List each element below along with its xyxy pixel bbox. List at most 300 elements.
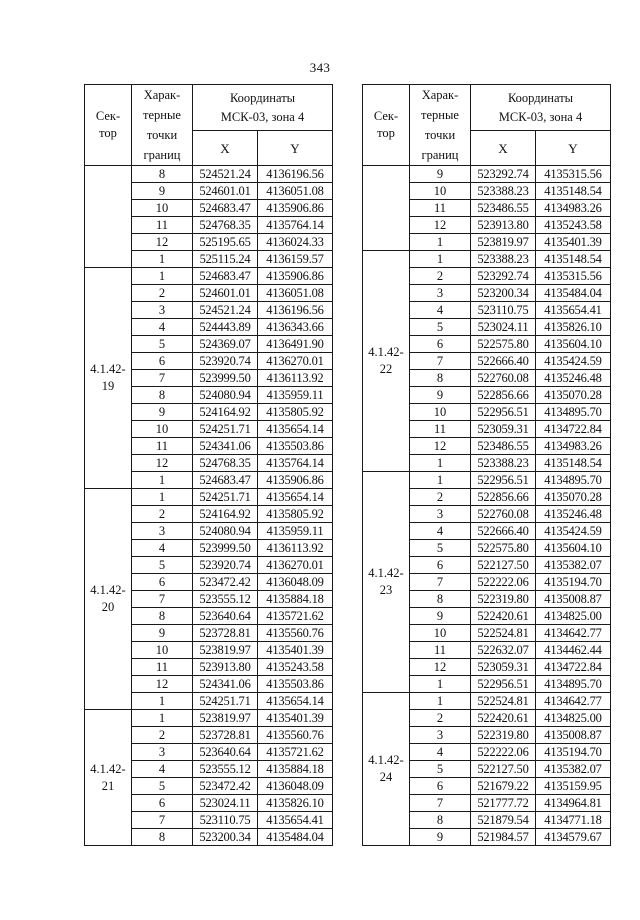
x-coordinate-cell: 523913.80 — [193, 659, 258, 676]
point-cell: 8 — [410, 591, 471, 608]
table-row — [85, 166, 333, 183]
y-coordinate-cell: 4135906.86 — [258, 472, 333, 489]
point-cell: 11 — [410, 642, 471, 659]
point-cell: 2 — [132, 506, 193, 523]
x-coordinate-cell: 522632.07 — [471, 642, 536, 659]
y-coordinate-cell: 4136051.08 — [258, 183, 333, 200]
y-coordinate-cell: 4136048.09 — [258, 574, 333, 591]
x-coordinate-cell: 523486.55 — [471, 200, 536, 217]
x-coordinate-cell: 522524.81 — [471, 625, 536, 642]
point-cell: 2 — [132, 727, 193, 744]
x-coordinate-cell: 522127.50 — [471, 761, 536, 778]
y-coordinate-cell: 4135401.39 — [258, 710, 333, 727]
x-coordinate-cell: 523486.55 — [471, 438, 536, 455]
point-cell: 8 — [410, 812, 471, 829]
y-coordinate-cell: 4135826.10 — [536, 319, 611, 336]
y-coordinate-cell: 4135243.58 — [536, 217, 611, 234]
point-cell: 5 — [410, 761, 471, 778]
point-cell: 12 — [410, 438, 471, 455]
y-coordinate-cell: 4134964.81 — [536, 795, 611, 812]
y-coordinate-cell: 4135315.56 — [536, 166, 611, 183]
point-cell: 8 — [410, 370, 471, 387]
point-cell: 9 — [132, 404, 193, 421]
x-coordinate-cell: 524341.06 — [193, 438, 258, 455]
x-coordinate-cell: 522856.66 — [471, 387, 536, 404]
y-coordinate-cell: 4135884.18 — [258, 761, 333, 778]
y-coordinate-cell: 4136491.90 — [258, 336, 333, 353]
point-cell: 10 — [410, 404, 471, 421]
x-coordinate-cell: 522760.08 — [471, 370, 536, 387]
y-coordinate-cell: 4135764.14 — [258, 217, 333, 234]
point-cell: 8 — [132, 829, 193, 846]
table-row — [363, 472, 611, 489]
y-coordinate-cell: 4134895.70 — [536, 472, 611, 489]
sector-cell — [85, 268, 132, 489]
sector-cell — [85, 166, 132, 268]
y-coordinate-cell: 4135560.76 — [258, 727, 333, 744]
y-coordinate-cell: 4136024.33 — [258, 234, 333, 251]
y-coordinate-cell: 4135604.10 — [536, 336, 611, 353]
sector-cell — [85, 710, 132, 846]
y-coordinate-cell: 4134771.18 — [536, 812, 611, 829]
x-coordinate-cell: 521984.57 — [471, 829, 536, 846]
y-coordinate-cell: 4135503.86 — [258, 438, 333, 455]
sector-code: 4.1.42- — [90, 583, 126, 597]
x-coordinate-cell: 523059.31 — [471, 421, 536, 438]
y-coordinate-cell: 4135194.70 — [536, 574, 611, 591]
point-cell: 10 — [132, 200, 193, 217]
point-cell: 10 — [410, 625, 471, 642]
y-coordinate-cell: 4135721.62 — [258, 608, 333, 625]
x-coordinate-cell: 523819.97 — [193, 710, 258, 727]
table-header — [85, 85, 333, 166]
point-cell: 7 — [132, 591, 193, 608]
table-body — [85, 166, 333, 846]
point-cell: 9 — [132, 183, 193, 200]
y-coordinate-cell: 4136048.09 — [258, 778, 333, 795]
x-coordinate-cell: 523388.23 — [471, 183, 536, 200]
x-coordinate-cell: 522319.80 — [471, 727, 536, 744]
point-cell: 4 — [410, 302, 471, 319]
x-coordinate-cell: 523388.23 — [471, 251, 536, 268]
point-cell: 3 — [410, 506, 471, 523]
point-cell: 6 — [410, 336, 471, 353]
y-coordinate-cell: 4135070.28 — [536, 489, 611, 506]
y-coordinate-cell: 4134722.84 — [536, 659, 611, 676]
x-coordinate-cell: 524164.92 — [193, 404, 258, 421]
point-cell: 12 — [132, 234, 193, 251]
point-cell: 10 — [410, 183, 471, 200]
sector-header-line: тор — [377, 126, 395, 140]
y-coordinate-cell: 4135484.04 — [536, 285, 611, 302]
point-cell: 3 — [410, 285, 471, 302]
coordinates-header-line: МСК-03, зона 4 — [498, 109, 583, 124]
point-cell: 1 — [410, 693, 471, 710]
x-coordinate-cell: 523472.42 — [193, 778, 258, 795]
sector-number: 19 — [101, 379, 115, 393]
point-cell: 12 — [132, 676, 193, 693]
point-cell: 2 — [410, 489, 471, 506]
y-coordinate-cell: 4135148.54 — [536, 455, 611, 472]
x-coordinate-cell: 523819.97 — [471, 234, 536, 251]
point-cell: 7 — [410, 795, 471, 812]
x-coordinate-cell: 524601.01 — [193, 183, 258, 200]
point-cell: 1 — [132, 710, 193, 727]
points-header-line: Харак- — [421, 88, 459, 102]
y-coordinate-cell: 4135159.95 — [536, 778, 611, 795]
x-coordinate-cell: 525195.65 — [193, 234, 258, 251]
y-coordinate-cell: 4135424.59 — [536, 353, 611, 370]
y-coordinate-cell: 4134462.44 — [536, 642, 611, 659]
x-coordinate-cell: 523388.23 — [471, 455, 536, 472]
points-header — [410, 85, 471, 166]
y-coordinate-cell: 4134722.84 — [536, 421, 611, 438]
x-coordinate-cell: 523110.75 — [471, 302, 536, 319]
y-coordinate-cell: 4134579.67 — [536, 829, 611, 846]
point-cell: 6 — [410, 557, 471, 574]
y-coordinate-cell: 4135604.10 — [536, 540, 611, 557]
y-coordinate-cell: 4135243.58 — [258, 659, 333, 676]
y-coordinate-cell: 4136113.92 — [258, 370, 333, 387]
sector-number: 22 — [379, 362, 393, 376]
y-coordinate-cell: 4136270.01 — [258, 353, 333, 370]
point-cell: 7 — [132, 812, 193, 829]
point-cell: 7 — [410, 574, 471, 591]
x-header: X — [471, 131, 536, 166]
x-coordinate-cell: 523819.97 — [193, 642, 258, 659]
y-coordinate-cell: 4135484.04 — [258, 829, 333, 846]
x-coordinate-cell: 524443.89 — [193, 319, 258, 336]
point-cell: 4 — [132, 319, 193, 336]
x-coordinate-cell: 524369.07 — [193, 336, 258, 353]
sector-cell — [363, 472, 410, 693]
point-cell: 1 — [410, 251, 471, 268]
point-cell: 12 — [132, 455, 193, 472]
x-coordinate-cell: 523640.64 — [193, 608, 258, 625]
point-cell: 7 — [132, 370, 193, 387]
point-cell: 1 — [410, 455, 471, 472]
x-coordinate-cell: 523024.11 — [193, 795, 258, 812]
points-header — [132, 85, 193, 166]
point-cell: 2 — [410, 710, 471, 727]
point-cell: 3 — [410, 727, 471, 744]
x-coordinate-cell: 522222.06 — [471, 744, 536, 761]
y-coordinate-cell: 4135401.39 — [536, 234, 611, 251]
sector-code: 4.1.42- — [368, 566, 404, 580]
x-coordinate-cell: 524080.94 — [193, 387, 258, 404]
y-coordinate-cell: 4134825.00 — [536, 608, 611, 625]
point-cell: 12 — [410, 217, 471, 234]
y-coordinate-cell: 4135008.87 — [536, 727, 611, 744]
y-coordinate-cell: 4134895.70 — [536, 404, 611, 421]
y-coordinate-cell: 4135008.87 — [536, 591, 611, 608]
point-cell: 1 — [132, 693, 193, 710]
points-header-line: границ — [421, 148, 459, 162]
x-coordinate-cell: 522524.81 — [471, 693, 536, 710]
x-coordinate-cell: 524768.35 — [193, 455, 258, 472]
point-cell: 1 — [132, 251, 193, 268]
y-coordinate-cell: 4135148.54 — [536, 183, 611, 200]
y-coordinate-cell: 4135764.14 — [258, 455, 333, 472]
y-coordinate-cell: 4135382.07 — [536, 557, 611, 574]
y-coordinate-cell: 4134642.77 — [536, 625, 611, 642]
x-coordinate-cell: 522856.66 — [471, 489, 536, 506]
points-header-line: терные — [421, 108, 459, 122]
y-coordinate-cell: 4134983.26 — [536, 438, 611, 455]
y-coordinate-cell: 4135503.86 — [258, 676, 333, 693]
point-cell: 1 — [132, 489, 193, 506]
point-cell: 12 — [410, 659, 471, 676]
x-coordinate-cell: 522575.80 — [471, 540, 536, 557]
x-coordinate-cell: 522956.51 — [471, 404, 536, 421]
point-cell: 4 — [132, 761, 193, 778]
y-coordinate-cell: 4136196.56 — [258, 166, 333, 183]
table-row — [85, 710, 333, 727]
point-cell: 1 — [410, 676, 471, 693]
y-coordinate-cell: 4136270.01 — [258, 557, 333, 574]
x-coordinate-cell: 523472.42 — [193, 574, 258, 591]
y-coordinate-cell: 4135906.86 — [258, 200, 333, 217]
x-coordinate-cell: 522575.80 — [471, 336, 536, 353]
x-coordinate-cell: 522956.51 — [471, 472, 536, 489]
table-row — [363, 166, 611, 183]
sector-number: 21 — [101, 778, 115, 793]
x-coordinate-cell: 523920.74 — [193, 353, 258, 370]
points-header-line: Харак- — [143, 88, 181, 102]
y-coordinate-cell: 4135194.70 — [536, 744, 611, 761]
y-coordinate-cell: 4135654.14 — [258, 693, 333, 710]
table-row — [85, 489, 333, 506]
points-header-line: границ — [143, 148, 181, 162]
x-coordinate-cell: 523728.81 — [193, 727, 258, 744]
x-coordinate-cell: 523728.81 — [193, 625, 258, 642]
point-cell: 1 — [410, 234, 471, 251]
point-cell: 2 — [132, 285, 193, 302]
points-header-line: точки — [146, 128, 178, 142]
point-cell: 5 — [410, 540, 471, 557]
y-coordinate-cell: 4135560.76 — [258, 625, 333, 642]
x-coordinate-cell: 521777.72 — [471, 795, 536, 812]
y-coordinate-cell: 4135654.14 — [258, 489, 333, 506]
coordinates-table-right — [362, 84, 611, 846]
x-coordinate-cell: 523913.80 — [471, 217, 536, 234]
x-coordinate-cell: 523292.74 — [471, 268, 536, 285]
y-coordinate-cell: 4136113.92 — [258, 540, 333, 557]
y-coordinate-cell: 4135246.48 — [536, 370, 611, 387]
coordinates-header-line: Координаты — [507, 90, 574, 105]
point-cell: 5 — [132, 778, 193, 795]
x-coordinate-cell: 525115.24 — [193, 251, 258, 268]
y-header: Y — [258, 131, 333, 166]
coordinates-header — [471, 85, 611, 131]
x-coordinate-cell: 524251.71 — [193, 489, 258, 506]
x-coordinate-cell: 522760.08 — [471, 506, 536, 523]
point-cell: 3 — [132, 302, 193, 319]
point-cell: 11 — [410, 200, 471, 217]
sector-cell — [363, 693, 410, 846]
y-coordinate-cell: 4135959.11 — [258, 387, 333, 404]
y-coordinate-cell: 4135805.92 — [258, 506, 333, 523]
y-coordinate-cell: 4135070.28 — [536, 387, 611, 404]
x-coordinate-cell: 522222.06 — [471, 574, 536, 591]
sector-cell — [85, 489, 132, 710]
coordinates-table-left — [84, 84, 333, 846]
point-cell: 10 — [132, 421, 193, 438]
point-cell: 7 — [410, 353, 471, 370]
y-coordinate-cell: 4135424.59 — [536, 523, 611, 540]
y-coordinate-cell: 4135884.18 — [258, 591, 333, 608]
y-coordinate-cell: 4134895.70 — [536, 676, 611, 693]
y-coordinate-cell: 4135906.86 — [258, 268, 333, 285]
sector-header — [85, 85, 132, 166]
point-cell: 11 — [132, 217, 193, 234]
y-coordinate-cell: 4136051.08 — [258, 285, 333, 302]
x-header: X — [193, 131, 258, 166]
table-row — [363, 251, 611, 268]
point-cell: 6 — [410, 778, 471, 795]
sector-code: 4.1.42- — [368, 345, 404, 359]
point-cell: 5 — [132, 557, 193, 574]
x-coordinate-cell: 522319.80 — [471, 591, 536, 608]
x-coordinate-cell: 524521.24 — [193, 166, 258, 183]
x-coordinate-cell: 524768.35 — [193, 217, 258, 234]
sector-code: 4.1.42- — [90, 761, 126, 776]
x-coordinate-cell: 524683.47 — [193, 268, 258, 285]
point-cell: 11 — [132, 659, 193, 676]
point-cell: 9 — [410, 829, 471, 846]
point-cell: 4 — [410, 523, 471, 540]
sector-code: 4.1.42- — [368, 753, 404, 767]
x-coordinate-cell: 524080.94 — [193, 523, 258, 540]
x-coordinate-cell: 522666.40 — [471, 523, 536, 540]
point-cell: 8 — [132, 387, 193, 404]
y-coordinate-cell: 4135654.41 — [258, 812, 333, 829]
point-cell: 3 — [132, 523, 193, 540]
point-cell: 9 — [410, 387, 471, 404]
point-cell: 8 — [132, 166, 193, 183]
x-coordinate-cell: 524251.71 — [193, 693, 258, 710]
point-cell: 9 — [410, 166, 471, 183]
x-coordinate-cell: 523200.34 — [471, 285, 536, 302]
x-coordinate-cell: 522127.50 — [471, 557, 536, 574]
point-cell: 1 — [132, 268, 193, 285]
y-coordinate-cell: 4134825.00 — [536, 710, 611, 727]
point-cell: 5 — [410, 319, 471, 336]
coordinates-header-line: МСК-03, зона 4 — [220, 109, 305, 124]
x-coordinate-cell: 522420.61 — [471, 608, 536, 625]
table-body — [363, 166, 611, 846]
x-coordinate-cell: 523555.12 — [193, 761, 258, 778]
table-row — [363, 693, 611, 710]
x-coordinate-cell: 523024.11 — [471, 319, 536, 336]
x-coordinate-cell: 522420.61 — [471, 710, 536, 727]
point-cell: 6 — [132, 795, 193, 812]
point-cell: 11 — [410, 421, 471, 438]
y-coordinate-cell: 4134983.26 — [536, 200, 611, 217]
coordinates-header-line: Координаты — [229, 90, 296, 105]
x-coordinate-cell: 524341.06 — [193, 676, 258, 693]
point-cell: 3 — [132, 744, 193, 761]
table-header — [363, 85, 611, 166]
point-cell: 9 — [410, 608, 471, 625]
point-cell: 1 — [132, 472, 193, 489]
point-cell: 4 — [410, 744, 471, 761]
y-coordinate-cell: 4135721.62 — [258, 744, 333, 761]
y-coordinate-cell: 4135382.07 — [536, 761, 611, 778]
y-coordinate-cell: 4135654.14 — [258, 421, 333, 438]
y-coordinate-cell: 4135246.48 — [536, 506, 611, 523]
y-coordinate-cell: 4135315.56 — [536, 268, 611, 285]
y-coordinate-cell: 4134642.77 — [536, 693, 611, 710]
x-coordinate-cell: 524521.24 — [193, 302, 258, 319]
y-coordinate-cell: 4135959.11 — [258, 523, 333, 540]
point-cell: 9 — [132, 625, 193, 642]
sector-number: 20 — [101, 600, 115, 614]
y-header: Y — [536, 131, 611, 166]
y-coordinate-cell: 4136343.66 — [258, 319, 333, 336]
x-coordinate-cell: 521879.54 — [471, 812, 536, 829]
x-coordinate-cell: 524683.47 — [193, 472, 258, 489]
point-cell: 8 — [132, 608, 193, 625]
point-cell: 2 — [410, 268, 471, 285]
y-coordinate-cell: 4136159.57 — [258, 251, 333, 268]
x-coordinate-cell: 524683.47 — [193, 200, 258, 217]
x-coordinate-cell: 523999.50 — [193, 540, 258, 557]
sector-header-line: Сек- — [95, 109, 121, 123]
point-cell: 6 — [132, 574, 193, 591]
points-header-line: точки — [424, 128, 456, 142]
x-coordinate-cell: 523292.74 — [471, 166, 536, 183]
sector-header — [363, 85, 410, 166]
y-coordinate-cell: 4135826.10 — [258, 795, 333, 812]
point-cell: 4 — [132, 540, 193, 557]
x-coordinate-cell: 523555.12 — [193, 591, 258, 608]
y-coordinate-cell: 4135805.92 — [258, 404, 333, 421]
x-coordinate-cell: 522666.40 — [471, 353, 536, 370]
points-header-line: терные — [143, 108, 181, 122]
table-row — [85, 268, 333, 285]
sector-number: 23 — [379, 583, 393, 597]
sector-header-line: тор — [99, 126, 117, 140]
y-coordinate-cell: 4135148.54 — [536, 251, 611, 268]
sector-number: 24 — [379, 770, 393, 784]
point-cell: 1 — [410, 472, 471, 489]
sector-code: 4.1.42- — [90, 362, 126, 376]
y-coordinate-cell: 4135654.41 — [536, 302, 611, 319]
point-cell: 10 — [132, 642, 193, 659]
x-coordinate-cell: 523640.64 — [193, 744, 258, 761]
x-coordinate-cell: 523200.34 — [193, 829, 258, 846]
x-coordinate-cell: 524164.92 — [193, 506, 258, 523]
x-coordinate-cell: 521679.22 — [471, 778, 536, 795]
x-coordinate-cell: 524251.71 — [193, 421, 258, 438]
x-coordinate-cell: 523110.75 — [193, 812, 258, 829]
x-coordinate-cell: 524601.01 — [193, 285, 258, 302]
x-coordinate-cell: 523920.74 — [193, 557, 258, 574]
y-coordinate-cell: 4135401.39 — [258, 642, 333, 659]
sector-cell — [363, 251, 410, 472]
x-coordinate-cell: 523059.31 — [471, 659, 536, 676]
sector-cell — [363, 166, 410, 251]
point-cell: 11 — [132, 438, 193, 455]
point-cell: 6 — [132, 353, 193, 370]
page-number: 343 — [309, 60, 331, 75]
sector-header-line: Сек- — [373, 109, 399, 123]
coordinates-header — [193, 85, 333, 131]
x-coordinate-cell: 523999.50 — [193, 370, 258, 387]
point-cell: 5 — [132, 336, 193, 353]
y-coordinate-cell: 4136196.56 — [258, 302, 333, 319]
